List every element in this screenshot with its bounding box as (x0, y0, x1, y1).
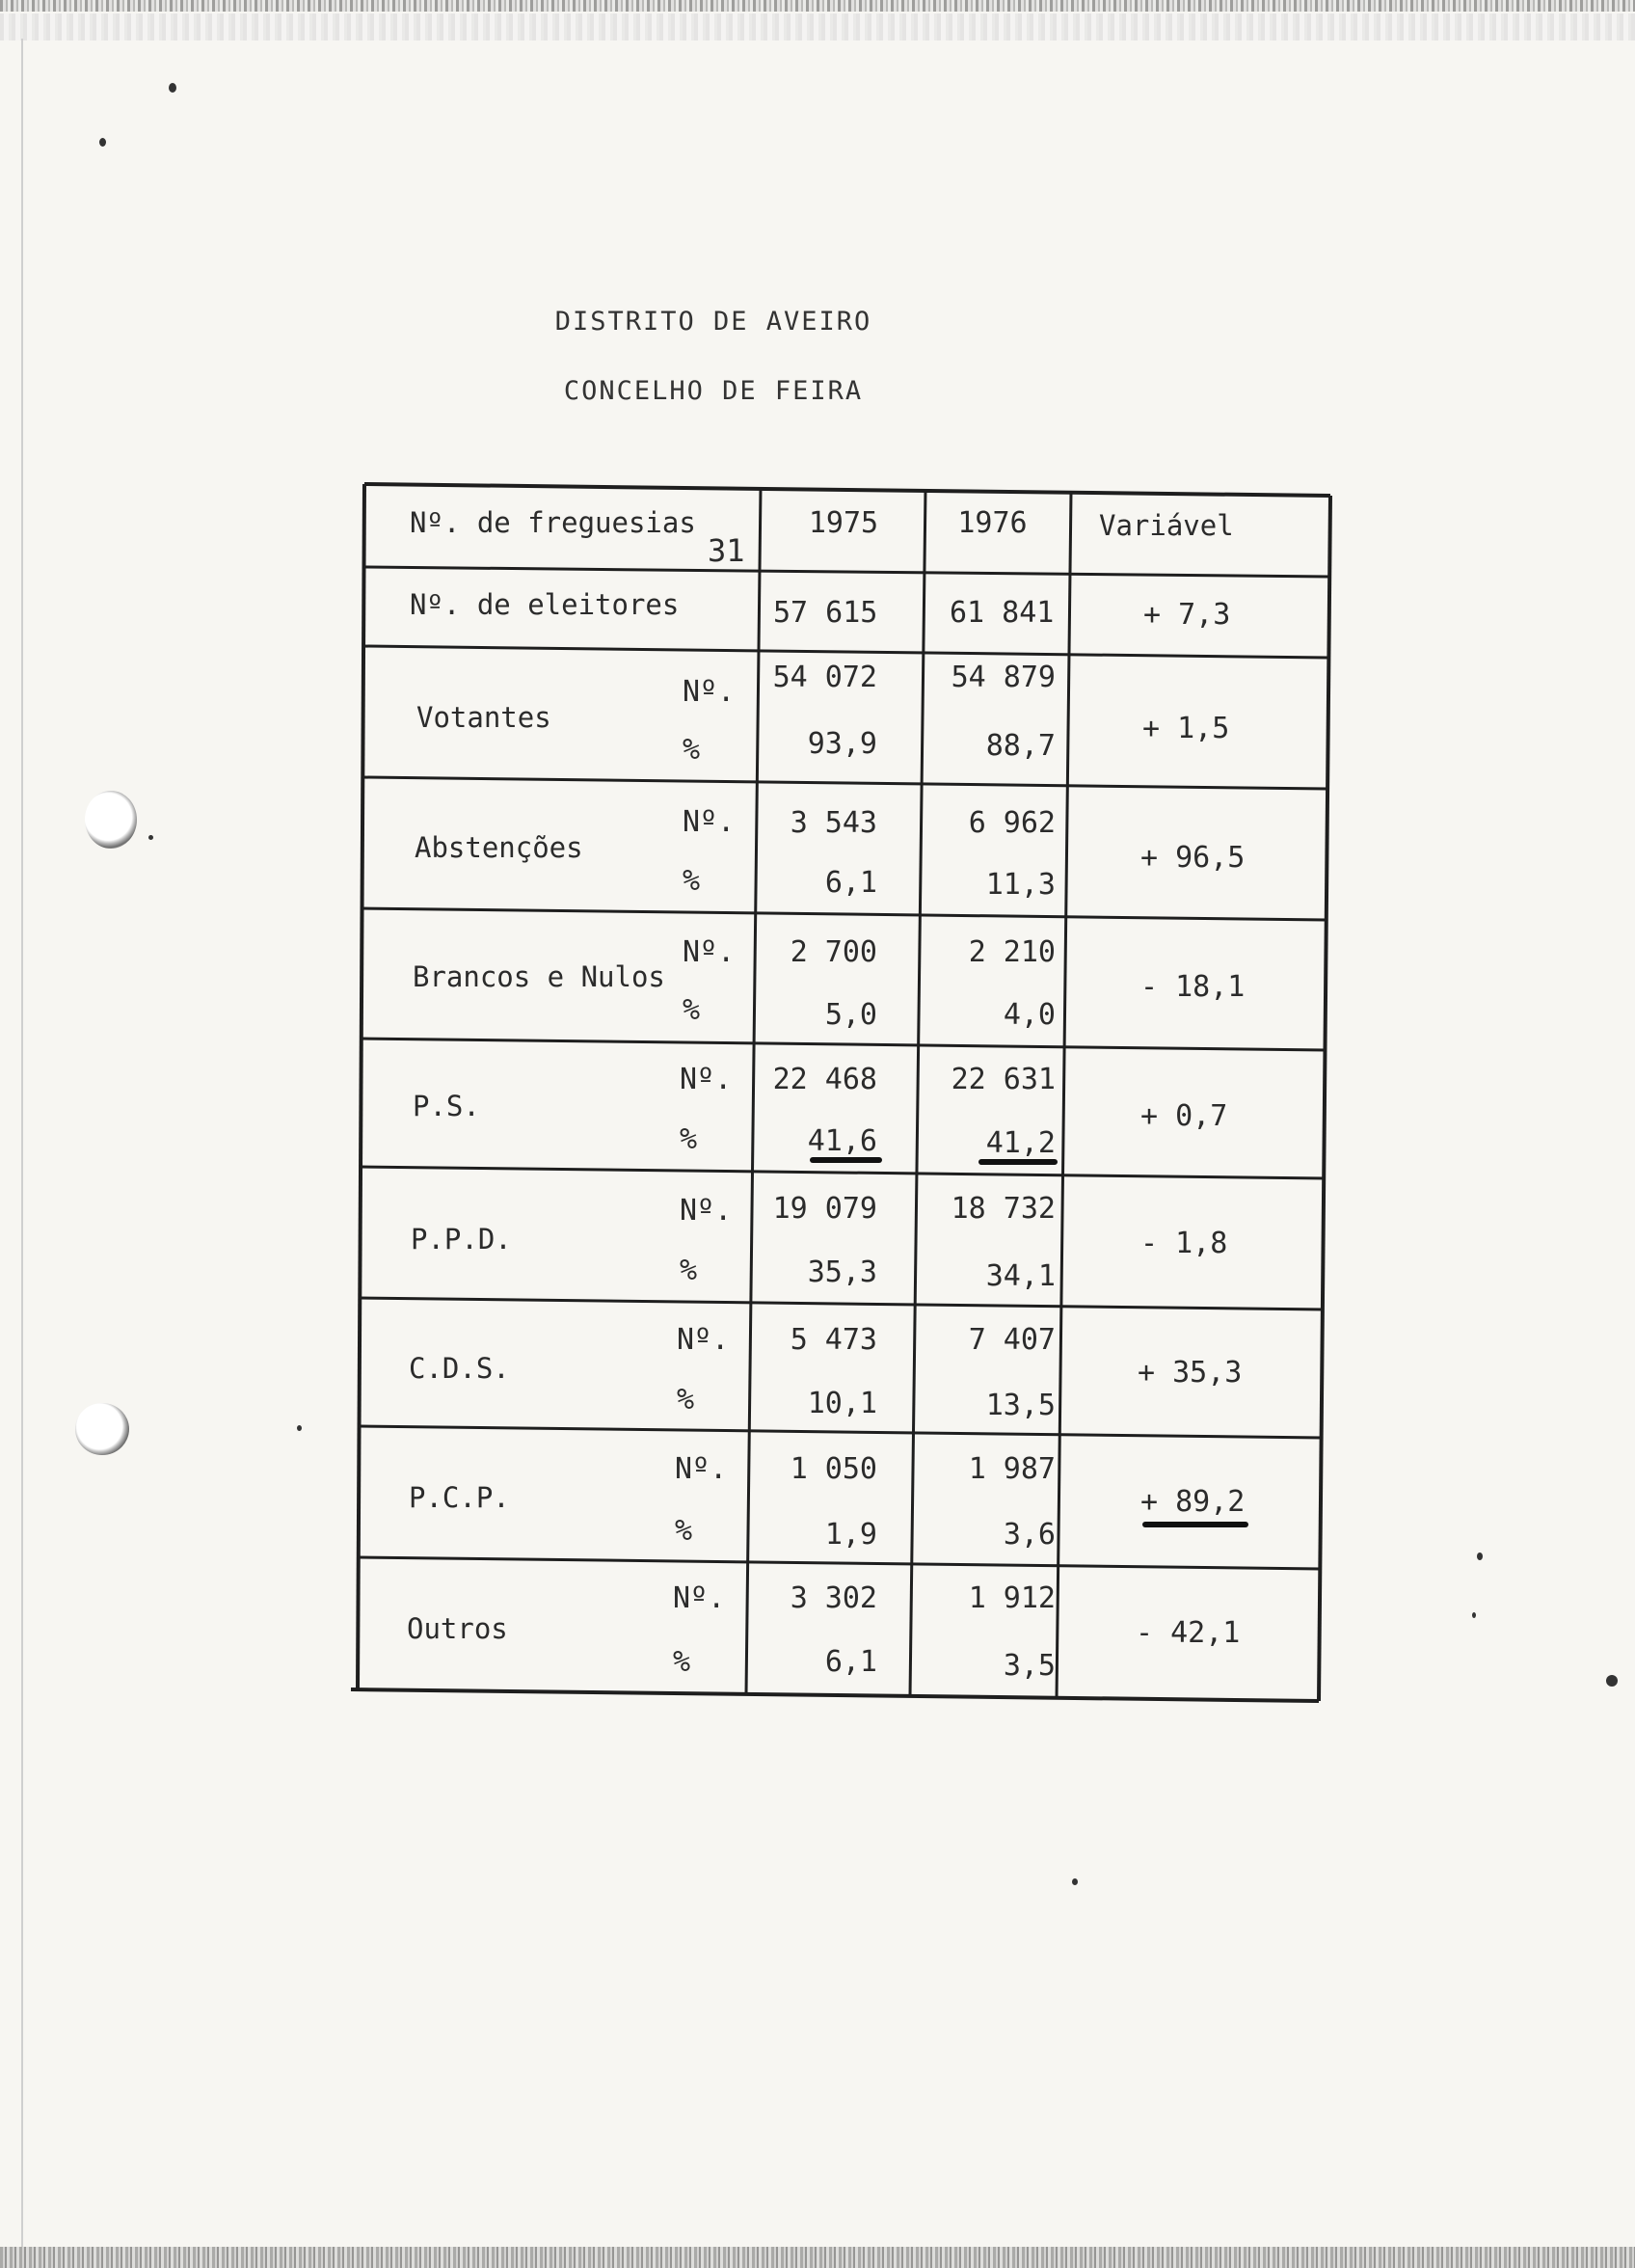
row-n1976-ps: 22 631 (951, 1063, 1056, 1096)
eleitores-label: Nº. de eleitores (410, 588, 680, 621)
header-year-1976: 1976 (957, 506, 1028, 540)
row-variavel-cds: + 35,3 (1138, 1356, 1243, 1390)
header-year-1975: 1975 (808, 506, 879, 540)
row-p1975-cds: 10,1 (807, 1387, 877, 1420)
row-label-abstencoes: Abstenções (415, 831, 583, 864)
header-freguesias-label: Nº. de freguesias (410, 506, 696, 539)
table-border-bottom (351, 1689, 1319, 1701)
row-label-ppd: P.P.D. (411, 1223, 512, 1256)
row-label-cds: C.D.S. (409, 1352, 510, 1385)
row-variavel-brancos: - 18,1 (1140, 970, 1246, 1004)
row-p-label-brancos: % (683, 993, 701, 1027)
row-p1976-outros: 3,5 (1003, 1649, 1056, 1683)
row-p1976-votantes: 88,7 (985, 729, 1056, 763)
row-p-label-pcp: % (675, 1514, 693, 1548)
row-n1975-abstencoes: 3 543 (790, 806, 877, 840)
row-divider-ppd (360, 1298, 1324, 1310)
header-freguesias-count: 31 (708, 532, 745, 569)
row-divider-abstencoes (362, 908, 1327, 920)
row-n-label-outros: Nº. (673, 1581, 726, 1615)
row-p1976-ppd: 34,1 (985, 1259, 1056, 1293)
row-n1976-pcp: 1 987 (968, 1452, 1056, 1486)
row-label-pcp: P.C.P. (409, 1481, 510, 1514)
row-p-label-ppd: % (680, 1254, 698, 1287)
row-n1975-pcp: 1 050 (790, 1452, 877, 1486)
row-variavel-ppd: - 1,8 (1140, 1227, 1228, 1260)
row-n-label-votantes: Nº. (683, 675, 736, 709)
row-n1976-cds: 7 407 (968, 1323, 1056, 1357)
table-border-right (1319, 496, 1330, 1701)
ink-speck (1606, 1675, 1618, 1687)
row-divider-brancos (362, 1039, 1326, 1050)
row-p-label-votantes: % (683, 733, 701, 767)
row-label-votantes: Votantes (416, 701, 551, 734)
ink-speck (297, 1425, 302, 1431)
row-divider-eleitores (362, 646, 1328, 658)
row-p1976-pcp: 3,6 (1003, 1518, 1056, 1552)
row-n1975-ppd: 19 079 (772, 1192, 877, 1226)
row-n1975-ps: 22 468 (772, 1063, 877, 1096)
row-p-label-cds: % (677, 1383, 695, 1417)
row-p-label-outros: % (673, 1645, 691, 1679)
row-p1976-abstencoes: 11,3 (985, 868, 1056, 902)
row-p-label-abstencoes: % (683, 864, 701, 898)
row-n-label-cds: Nº. (677, 1323, 730, 1357)
row-p1975-ps: 41,6 (807, 1124, 877, 1158)
ink-speck (1477, 1552, 1483, 1560)
row-n1976-votantes: 54 879 (951, 661, 1056, 694)
col-divider-3 (1057, 492, 1071, 1698)
row-n1975-cds: 5 473 (790, 1323, 877, 1357)
row-n1975-outros: 3 302 (790, 1581, 877, 1615)
municipality-title: CONCELHO DE FEIRA (563, 376, 864, 406)
ink-speck (148, 835, 153, 840)
row-p-label-ps: % (680, 1122, 698, 1156)
col-divider-1 (746, 488, 761, 1694)
row-p1975-outros: 6,1 (824, 1645, 877, 1679)
row-divider-ps (361, 1167, 1325, 1178)
row-variavel-ps: + 0,7 (1140, 1099, 1228, 1133)
row-label-ps: P.S. (413, 1090, 480, 1122)
row-p1975-brancos: 5,0 (824, 998, 877, 1032)
row-n-label-ppd: Nº. (680, 1194, 733, 1228)
row-p1975-pcp: 1,9 (824, 1518, 877, 1552)
ink-speck (1072, 1878, 1078, 1885)
row-n-label-brancos: Nº. (683, 935, 736, 969)
row-n-label-ps: Nº. (680, 1063, 733, 1096)
ink-speck (1472, 1612, 1476, 1618)
table-border-top (364, 484, 1330, 496)
row-n-label-pcp: Nº. (675, 1452, 728, 1486)
row-p1975-ppd: 35,3 (807, 1256, 877, 1289)
row-n1976-abstencoes: 6 962 (968, 806, 1056, 840)
row-divider-cds (360, 1426, 1323, 1438)
header-variavel: Variável (1099, 509, 1234, 542)
ink-speck (99, 138, 106, 147)
row-variavel-votantes: + 1,5 (1142, 712, 1230, 745)
row-n1975-brancos: 2 700 (790, 935, 877, 969)
eleitores-variavel: + 7,3 (1143, 598, 1231, 632)
row-divider-pcp (359, 1557, 1321, 1569)
row-variavel-outros: - 42,1 (1136, 1616, 1241, 1650)
eleitores-1975: 57 615 (773, 596, 878, 630)
row-n1976-brancos: 2 210 (968, 935, 1056, 969)
row-label-outros: Outros (407, 1612, 508, 1645)
row-divider-votantes (362, 777, 1327, 789)
row-p1976-ps: 41,2 (985, 1126, 1056, 1160)
row-p1976-cds: 13,5 (985, 1389, 1056, 1422)
ink-speck (169, 83, 176, 93)
row-n1976-outros: 1 912 (968, 1581, 1056, 1615)
eleitores-1976: 61 841 (950, 596, 1055, 630)
row-p1975-votantes: 93,9 (807, 727, 877, 761)
district-title: DISTRITO DE AVEIRO (554, 307, 872, 337)
row-variavel-pcp: + 89,2 (1140, 1485, 1246, 1519)
row-n-label-abstencoes: Nº. (683, 805, 736, 839)
row-divider-header (363, 567, 1329, 577)
table-border-left (358, 484, 364, 1689)
row-variavel-abstencoes: + 96,5 (1140, 841, 1246, 875)
row-n1976-ppd: 18 732 (951, 1192, 1056, 1226)
row-label-brancos: Brancos e Nulos (413, 960, 665, 993)
row-n1975-votantes: 54 072 (772, 661, 877, 694)
row-p1976-brancos: 4,0 (1003, 998, 1056, 1032)
row-p1975-abstencoes: 6,1 (824, 866, 877, 900)
